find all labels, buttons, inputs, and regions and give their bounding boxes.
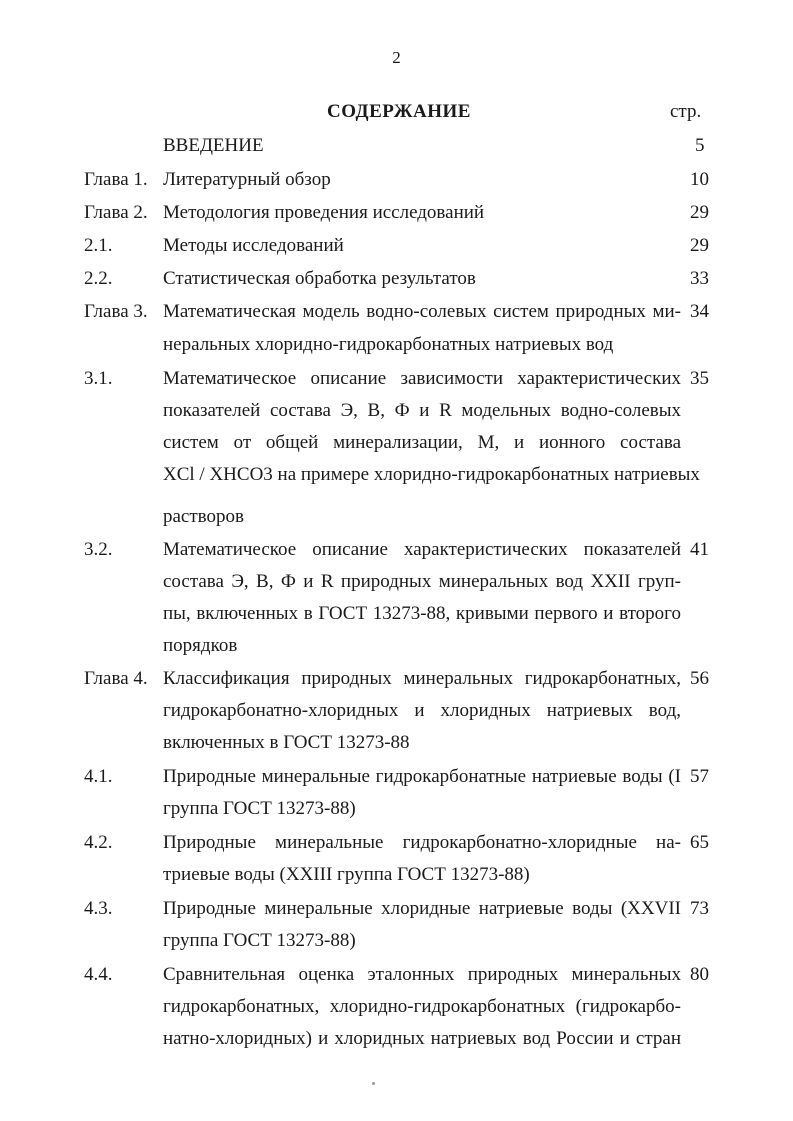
toc-entry-title-line: XCl / XHCO3 на примере хлоридно-гидрокарбонатных натриевых: [163, 464, 700, 485]
toc-entry-title-line: натно-хлоридных) и хлоридных натриевых вод России и стран: [163, 1028, 681, 1049]
toc-entry-title-line: включенных в ГОСТ 13273-88: [163, 732, 410, 753]
toc-entry-number: Глава 3.: [84, 301, 148, 322]
toc-entry-title: ВВЕДЕНИЕ: [163, 135, 264, 156]
toc-entry-title-line: Классификация природных минеральных гидрокарбонатных,: [163, 668, 681, 689]
toc-entry-page: 5: [695, 135, 705, 156]
toc-entry-title-line: Математическое описание характеристических показателей: [163, 539, 681, 560]
toc-entry-title-line: порядков: [163, 635, 238, 656]
toc-entry-page: 33: [690, 268, 709, 289]
toc-entry-title-line: группа ГОСТ 13273-88): [163, 930, 356, 951]
toc-entry-page: 57: [690, 766, 709, 787]
toc-entry-title-line: Математическая модель водно-солевых систем природных ми-: [163, 301, 681, 322]
toc-entry-number: 4.2.: [84, 832, 113, 853]
toc-entry-number: 2.2.: [84, 268, 113, 289]
toc-entry-number: Глава 2.: [84, 202, 148, 223]
toc-entry-page: 34: [690, 301, 709, 322]
toc-entry-title-line: Природные минеральные гидрокарбонатно-хлоридные на-: [163, 832, 681, 853]
toc-entry-title-line: систем от общей минерализации, M, и ионного состава: [163, 432, 681, 453]
toc-entry-title: Методы исследований: [163, 235, 344, 256]
toc-entry-title-line: Природные минеральные хлоридные натриевые воды (XXVII: [163, 898, 681, 919]
scan-speck: [372, 1082, 375, 1085]
toc-entry-page: 29: [690, 202, 709, 223]
toc-entry-number: Глава 4.: [84, 668, 148, 689]
toc-entry-title: Литературный обзор: [163, 169, 331, 190]
toc-entry-number: 4.1.: [84, 766, 113, 787]
toc-entry-title-line: неральных хлоридно-гидрокарбонатных натриевых вод: [163, 334, 614, 355]
toc-entry-page: 35: [690, 368, 709, 389]
toc-heading: [0, 101, 793, 127]
toc-entry-page: 73: [690, 898, 709, 919]
toc-entry-title: Методология проведения исследований: [163, 202, 485, 223]
toc-entry-title-line: состава Э, В, Ф и R природных минеральных вод XXII груп-: [163, 571, 681, 592]
toc-entry-title-line: показателей состава Э, В, Ф и R модельных водно-солевых: [163, 400, 681, 421]
toc-entry-title-line: растворов: [163, 506, 244, 527]
page-number: 2: [392, 48, 401, 67]
toc-entry-page: 80: [690, 964, 709, 985]
toc-entry-page: 29: [690, 235, 709, 256]
toc-entry-page: 56: [690, 668, 709, 689]
toc-entry-title: Статистическая обработка результатов: [163, 268, 476, 289]
toc-entry-number: 3.1.: [84, 368, 113, 389]
toc-entry-number: 2.1.: [84, 235, 113, 256]
toc-entry-title-line: гидрокарбонатно-хлоридных и хлоридных натриевых вод,: [163, 700, 681, 721]
toc-entry-title-line: Природные минеральные гидрокарбонатные натриевые воды (I: [163, 766, 681, 787]
toc-entry-title-line: группа ГОСТ 13273-88): [163, 798, 356, 819]
toc-entry-page: 10: [690, 169, 709, 190]
toc-entry-number: 3.2.: [84, 539, 113, 560]
toc-entry-number: Глава 1.: [84, 169, 148, 190]
toc-entry-title-line: гидрокарбонатных, хлоридно-гидрокарбонатных (гидрокарбо-: [163, 996, 681, 1017]
page-column-label: стр.: [670, 101, 702, 122]
toc-entry-title-line: пы, включенных в ГОСТ 13273-88, кривыми первого и второго: [163, 603, 681, 624]
toc-entry-page: 41: [690, 539, 709, 560]
toc-entry-number: 4.3.: [84, 898, 113, 919]
toc-entry-title-line: триевые воды (XXIII группа ГОСТ 13273-88): [163, 864, 530, 885]
toc-entry-number: 4.4.: [84, 964, 113, 985]
page-title: СОДЕРЖАНИЕ: [327, 101, 471, 122]
toc-entry-page: 65: [690, 832, 709, 853]
toc-entry-title-line: Математическое описание зависимости характеристических: [163, 368, 681, 389]
toc-entry-title-line: Сравнительная оценка эталонных природных минеральных: [163, 964, 681, 985]
